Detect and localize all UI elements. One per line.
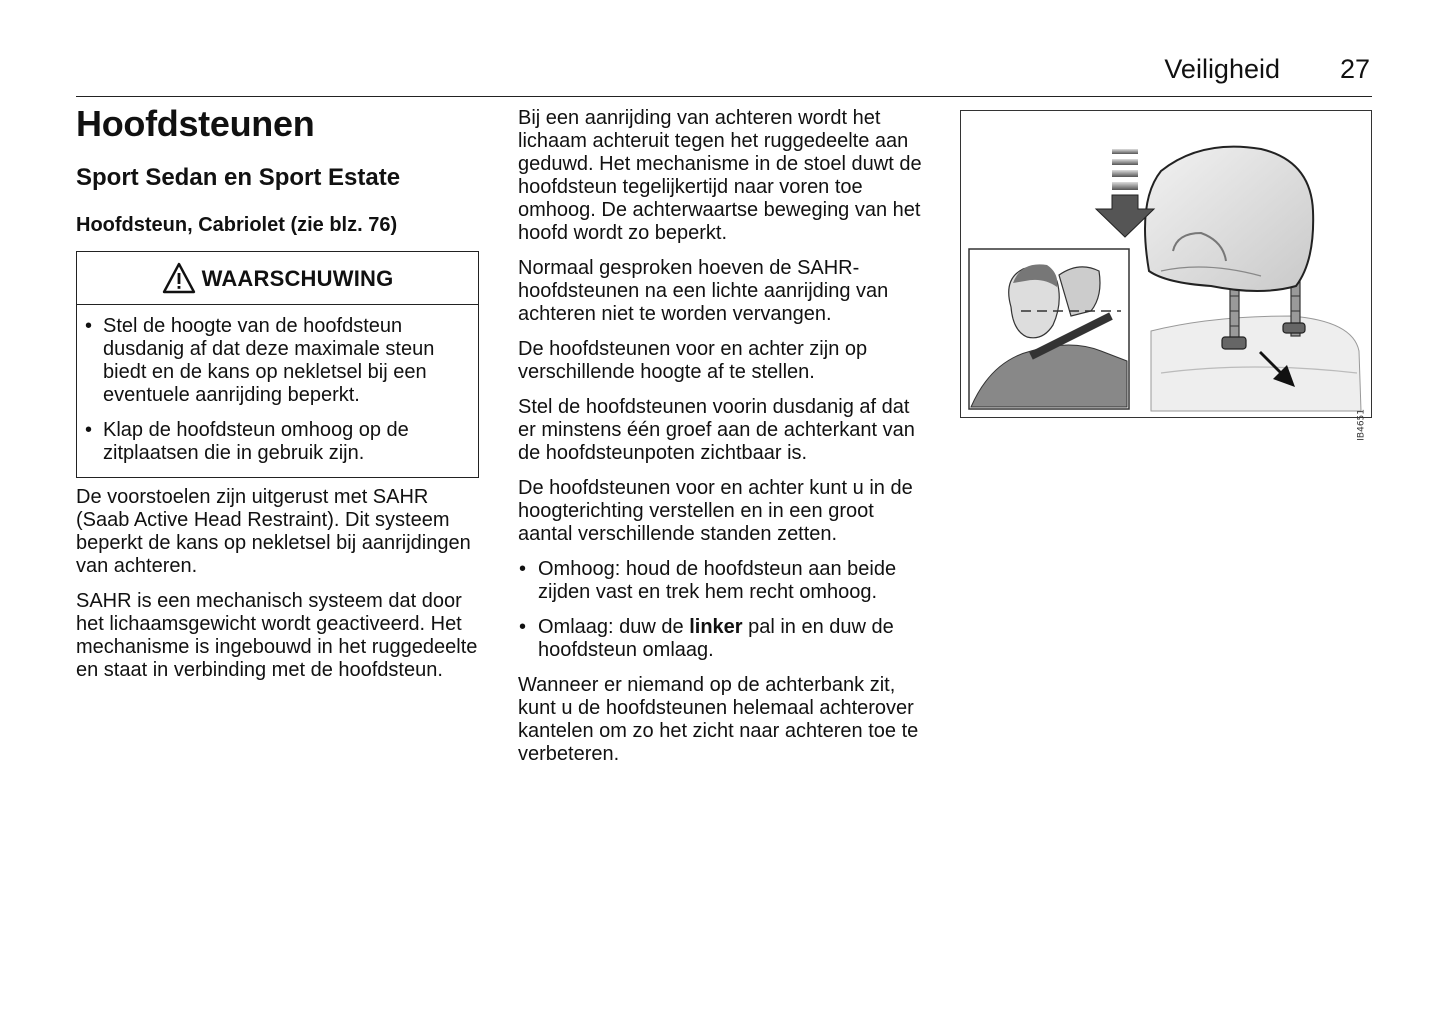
adjust-item-up: • Omhoog: houd de hoofdsteun aan beide zijden vast en trek hem recht omhoog. (518, 558, 930, 604)
body-paragraph: De hoofdsteunen voor en achter kunt u in de hoogterichting verstellen en in een groot aantal verschillende standen zetten. (518, 477, 913, 545)
subtitle: Sport Sedan en Sport Estate (76, 164, 401, 191)
adjust-list (518, 558, 930, 662)
page-number: 27 (1339, 54, 1370, 84)
headrest-illustration (960, 110, 1372, 441)
body-paragraph: SAHR is een mechanisch systeem dat door het lichaamsgewicht wordt geactiveerd. Het mechanisme is ingebouwd in het ruggedeelte en staat in verbinding met de hoofdsteun. (76, 590, 478, 681)
figure-code: IB4651 (1357, 409, 1367, 441)
warning-item: • Stel de hoogte van de hoofdsteun dusdanig af dat deze maximale steun biedt en de kans op nekletsel bij een eventuele aanrijding beperkt. (77, 315, 478, 407)
page-header (76, 52, 1372, 97)
warning-list (77, 315, 478, 465)
left-column (76, 100, 484, 694)
warning-triangle-icon (162, 262, 196, 294)
page-title: Hoofdsteunen (76, 103, 315, 144)
closing-paragraph: Wanneer er niemand op de achterbank zit, kunt u de hoofdsteunen helemaal achterover kantelen om zo het zicht naar achteren toe te verbeteren. (518, 674, 919, 765)
warning-header (77, 252, 478, 305)
warning-label: WAARSCHUWING (201, 265, 394, 291)
right-column (518, 107, 930, 778)
subheading: Hoofdsteun, Cabriolet (zie blz. 76) (76, 214, 398, 236)
body-paragraph: De voorstoelen zijn uitgerust met SAHR (Saab Active Head Restraint). Dit systeem beperkt de kans op nekletsel bij aanrijdingen van achteren. (76, 486, 471, 577)
body-paragraph: Stel de hoofdsteunen voorin dusdanig af dat er minstens één groef aan de achterkant van de hoofdsteunpoten zichtbaar is. (518, 396, 915, 464)
body-paragraph: Normaal gesproken hoeven de SAHR-hoofdsteunen na een lichte aanrijding van achteren niet te worden vervangen. (518, 257, 889, 325)
body-paragraph: Bij een aanrijding van achteren wordt het lichaam achteruit tegen het ruggedeelte aan geduwd. Het mechanisme in de stoel duwt de hoofdsteun tegelijkertijd naar voren toe omhoog. De achterwaartse beweging van het hoofd wordt zo beperkt. (518, 107, 922, 244)
warning-box (76, 251, 479, 478)
section-title: Veiligheid (1164, 54, 1280, 84)
body-paragraph: De hoofdsteunen voor en achter zijn op verschillende hoogte af te stellen. (518, 338, 868, 383)
headrest-drawing (961, 111, 1371, 417)
warning-item: • Klap de hoofdsteun omhoog op de zitplaatsen die in gebruik zijn. (77, 419, 478, 465)
adjust-item-down: • Omlaag: duw de linker pal in en duw de hoofdsteun omlaag. (518, 616, 930, 662)
